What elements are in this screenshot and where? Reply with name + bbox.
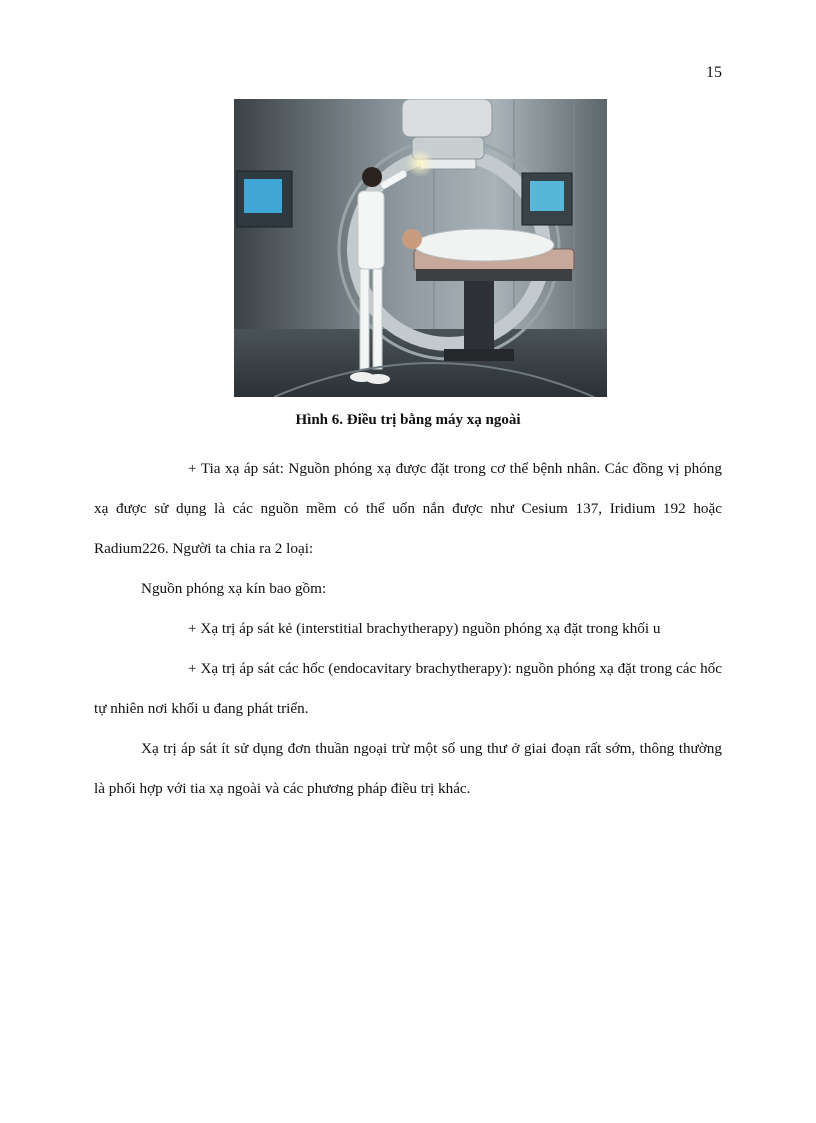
paragraph-text: Nguồn phóng xạ kín bao gồm: [141, 580, 327, 597]
page-number: 15 [706, 64, 722, 81]
paragraph-text: + Xạ trị áp sát kẻ (interstitial brachytherapy) nguồn phóng xạ đặt trong khối u [188, 620, 661, 637]
figure-caption: Hình 6. Điều trị bằng máy xạ ngoài [295, 412, 521, 428]
paragraph-text: + Xạ trị áp sát các hốc (endocavitary brachytherapy): nguồn phóng xạ đặt trong các hốc tự nhiên nơi khối u đang phát triển. [94, 660, 722, 717]
paragraph-sealed-sources [94, 569, 722, 609]
paragraph-usage [94, 729, 722, 809]
paragraph-brachytherapy-intro [94, 449, 722, 569]
paragraph-endocavitary [94, 649, 722, 729]
radiotherapy-photo [234, 99, 607, 397]
linac-head [402, 99, 492, 137]
patient [414, 229, 554, 261]
paragraph-text: Xạ trị áp sát ít sử dụng đơn thuần ngoại trừ một số ung thư ở giai đoạn rất sớm, thông thường là phối hợp với tia xạ ngoài và các phương pháp điều trị khác. [94, 740, 722, 797]
paragraph-text: + Tia xạ áp sát: Nguồn phóng xạ được đặt trong cơ thể bệnh nhân. Các đồng vị phóng xạ được sử dụng là các nguồn mềm có thể uốn nắn được như Cesium 137, Iridium 192 hoặc Radium226. Người ta chia ra 2 loại: [94, 460, 722, 557]
paragraph-interstitial [94, 609, 722, 649]
